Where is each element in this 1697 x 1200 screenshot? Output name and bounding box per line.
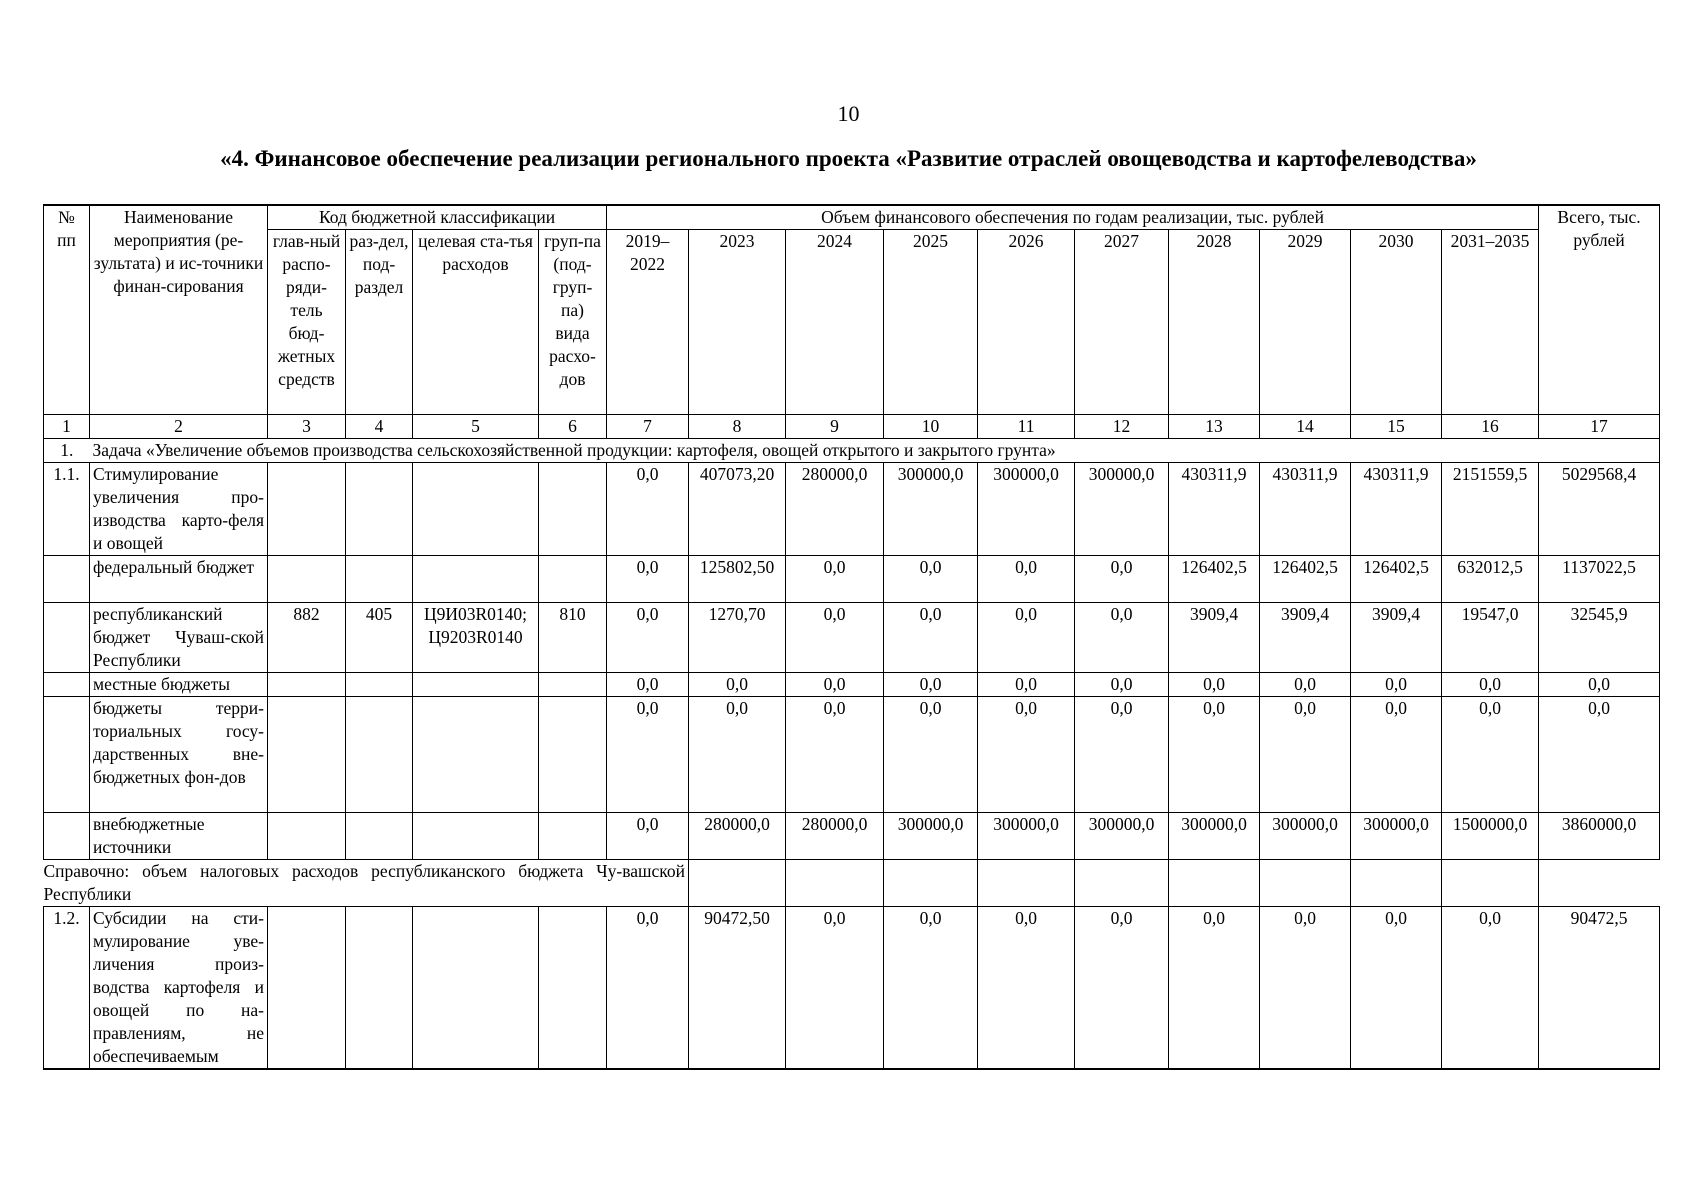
header-year: 2025 bbox=[884, 230, 978, 415]
header-year: 2023 bbox=[689, 230, 786, 415]
row-section bbox=[346, 556, 413, 603]
row-section bbox=[346, 697, 413, 813]
row-value: 0,0 bbox=[607, 813, 689, 860]
reference-empty-cell bbox=[1539, 860, 1660, 907]
row-value: 0,0 bbox=[1169, 907, 1260, 1070]
row-value: 0,0 bbox=[884, 673, 978, 697]
col-number: 17 bbox=[1539, 415, 1660, 439]
reference-empty-cell bbox=[1351, 860, 1442, 907]
row-value: 0,0 bbox=[884, 603, 978, 673]
row-value: 125802,50 bbox=[689, 556, 786, 603]
row-value: 0,0 bbox=[1260, 697, 1351, 813]
row-value: 90472,50 bbox=[689, 907, 786, 1070]
col-number: 3 bbox=[268, 415, 346, 439]
col-number: 16 bbox=[1442, 415, 1539, 439]
row-section bbox=[346, 813, 413, 860]
row-value: 407073,20 bbox=[689, 463, 786, 556]
col-number: 9 bbox=[786, 415, 884, 439]
row-num bbox=[44, 813, 90, 860]
row-value: 0,0 bbox=[1442, 907, 1539, 1070]
row-value: 0,0 bbox=[786, 556, 884, 603]
row-value: 300000,0 bbox=[1075, 463, 1169, 556]
row-grbs bbox=[268, 907, 346, 1070]
row-value: 0,0 bbox=[786, 907, 884, 1070]
header-grbs: глав-ный распо-ряди-тель бюд-жетных средств bbox=[268, 230, 346, 415]
row-value: 3909,4 bbox=[1169, 603, 1260, 673]
row-value: 430311,9 bbox=[1351, 463, 1442, 556]
row-name: внебюджетные источники bbox=[90, 813, 268, 860]
row-target: Ц9И03R0140; Ц9203R0140 bbox=[413, 603, 539, 673]
header-total: Всего, тыс. рублей bbox=[1539, 205, 1660, 415]
col-number: 13 bbox=[1169, 415, 1260, 439]
col-number: 2 bbox=[90, 415, 268, 439]
row-section: 405 bbox=[346, 603, 413, 673]
table-row bbox=[44, 813, 1660, 860]
col-number: 12 bbox=[1075, 415, 1169, 439]
row-value: 0,0 bbox=[1351, 673, 1442, 697]
row-group bbox=[539, 673, 607, 697]
header-target: целевая ста-тья расходов bbox=[413, 230, 539, 415]
column-numbers-row bbox=[44, 415, 1660, 439]
row-grbs bbox=[268, 673, 346, 697]
row-total: 5029568,4 bbox=[1539, 463, 1660, 556]
header-budget-code: Код бюджетной классификации bbox=[268, 205, 607, 230]
reference-empty-cell bbox=[786, 860, 884, 907]
row-num bbox=[44, 697, 90, 813]
row-value: 300000,0 bbox=[1351, 813, 1442, 860]
row-grbs bbox=[268, 556, 346, 603]
row-value: 300000,0 bbox=[884, 463, 978, 556]
row-value: 0,0 bbox=[1075, 556, 1169, 603]
row-name: федеральный бюджет bbox=[90, 556, 268, 603]
row-value: 0,0 bbox=[884, 907, 978, 1070]
table-row bbox=[44, 556, 1660, 603]
row-target bbox=[413, 907, 539, 1070]
row-group bbox=[539, 697, 607, 813]
row-value: 2151559,5 bbox=[1442, 463, 1539, 556]
row-total: 0,0 bbox=[1539, 673, 1660, 697]
row-value: 300000,0 bbox=[1260, 813, 1351, 860]
reference-empty-cell bbox=[978, 860, 1075, 907]
header-year: 2024 bbox=[786, 230, 884, 415]
row-group bbox=[539, 556, 607, 603]
row-grbs bbox=[268, 697, 346, 813]
row-value: 0,0 bbox=[786, 603, 884, 673]
row-value: 0,0 bbox=[1075, 603, 1169, 673]
row-value: 280000,0 bbox=[786, 463, 884, 556]
col-number: 6 bbox=[539, 415, 607, 439]
row-value: 0,0 bbox=[1075, 697, 1169, 813]
row-value: 0,0 bbox=[607, 697, 689, 813]
row-value: 1270,70 bbox=[689, 603, 786, 673]
row-grbs bbox=[268, 463, 346, 556]
row-name: Стимулирование увеличения про-изводства карто-феля и овощей bbox=[90, 463, 268, 556]
row-num bbox=[44, 673, 90, 697]
col-number: 11 bbox=[978, 415, 1075, 439]
row-value: 126402,5 bbox=[1169, 556, 1260, 603]
table-row bbox=[44, 463, 1660, 556]
row-value: 0,0 bbox=[1169, 673, 1260, 697]
col-number: 1 bbox=[44, 415, 90, 439]
header-year: 2030 bbox=[1351, 230, 1442, 415]
row-value: 0,0 bbox=[978, 697, 1075, 813]
row-group bbox=[539, 463, 607, 556]
row-target bbox=[413, 673, 539, 697]
reference-empty-cell bbox=[884, 860, 978, 907]
row-section bbox=[346, 673, 413, 697]
row-target bbox=[413, 556, 539, 603]
col-number: 10 bbox=[884, 415, 978, 439]
row-name: республиканский бюджет Чуваш-ской Республики bbox=[90, 603, 268, 673]
col-number: 4 bbox=[346, 415, 413, 439]
table-row bbox=[44, 907, 1660, 1070]
reference-empty-cell bbox=[1169, 860, 1260, 907]
row-value: 0,0 bbox=[1351, 697, 1442, 813]
row-value: 300000,0 bbox=[978, 813, 1075, 860]
row-value: 0,0 bbox=[978, 603, 1075, 673]
row-section bbox=[346, 907, 413, 1070]
col-number: 14 bbox=[1260, 415, 1351, 439]
header-volume: Объем финансового обеспечения по годам реализации, тыс. рублей bbox=[607, 205, 1539, 230]
row-value: 0,0 bbox=[884, 556, 978, 603]
row-target bbox=[413, 813, 539, 860]
row-value: 3909,4 bbox=[1260, 603, 1351, 673]
row-value: 0,0 bbox=[978, 673, 1075, 697]
row-value: 430311,9 bbox=[1260, 463, 1351, 556]
header-year: 2029 bbox=[1260, 230, 1351, 415]
col-number: 7 bbox=[607, 415, 689, 439]
row-value: 0,0 bbox=[607, 463, 689, 556]
row-value: 0,0 bbox=[884, 697, 978, 813]
row-value: 0,0 bbox=[607, 673, 689, 697]
row-value: 0,0 bbox=[1075, 907, 1169, 1070]
row-total: 1137022,5 bbox=[1539, 556, 1660, 603]
row-value: 0,0 bbox=[1075, 673, 1169, 697]
header-year: 2026 bbox=[978, 230, 1075, 415]
row-value: 3909,4 bbox=[1351, 603, 1442, 673]
row-target bbox=[413, 697, 539, 813]
row-value: 0,0 bbox=[607, 556, 689, 603]
header-year: 2031–2035 bbox=[1442, 230, 1539, 415]
row-grbs: 882 bbox=[268, 603, 346, 673]
row-section bbox=[346, 463, 413, 556]
page-number: 10 bbox=[837, 101, 860, 126]
row-value: 300000,0 bbox=[978, 463, 1075, 556]
row-name: Субсидии на сти-мулирование уве-личения произ-водства картофеля и овощей по на-правлениям, не обеспечиваемым bbox=[90, 907, 268, 1070]
header-num: № пп bbox=[44, 205, 90, 415]
row-value: 0,0 bbox=[1442, 673, 1539, 697]
header-year: 2027 bbox=[1075, 230, 1169, 415]
row-num: 1.2. bbox=[44, 907, 90, 1070]
col-number: 15 bbox=[1351, 415, 1442, 439]
row-value: 0,0 bbox=[1260, 907, 1351, 1070]
reference-empty-cell bbox=[1075, 860, 1169, 907]
header-section: раз-дел, под-раздел bbox=[346, 230, 413, 415]
row-value: 300000,0 bbox=[1169, 813, 1260, 860]
row-value: 1500000,0 bbox=[1442, 813, 1539, 860]
row-total: 90472,5 bbox=[1539, 907, 1660, 1070]
row-value: 280000,0 bbox=[786, 813, 884, 860]
col-number: 8 bbox=[689, 415, 786, 439]
row-group bbox=[539, 813, 607, 860]
row-value: 280000,0 bbox=[689, 813, 786, 860]
row-value: 632012,5 bbox=[1442, 556, 1539, 603]
table-row bbox=[44, 603, 1660, 673]
row-value: 0,0 bbox=[978, 907, 1075, 1070]
row-value: 0,0 bbox=[607, 603, 689, 673]
header-name: Наименование мероприятия (ре-зультата) и ис-точники финан-сирования bbox=[90, 205, 268, 415]
table-row bbox=[44, 697, 1660, 813]
reference-empty-cell bbox=[1260, 860, 1351, 907]
row-num bbox=[44, 556, 90, 603]
reference-empty-cell bbox=[689, 860, 786, 907]
row-value: 126402,5 bbox=[1351, 556, 1442, 603]
row-value: 300000,0 bbox=[1075, 813, 1169, 860]
row-value: 0,0 bbox=[786, 673, 884, 697]
reference-row bbox=[44, 860, 1660, 907]
row-value: 0,0 bbox=[1351, 907, 1442, 1070]
row-num bbox=[44, 603, 90, 673]
row-grbs bbox=[268, 813, 346, 860]
header-row-1 bbox=[44, 205, 1660, 230]
header-row-2 bbox=[44, 230, 1660, 415]
task-num: 1. bbox=[44, 439, 90, 463]
row-value: 0,0 bbox=[1169, 697, 1260, 813]
row-value: 300000,0 bbox=[884, 813, 978, 860]
row-group: 810 bbox=[539, 603, 607, 673]
task-row bbox=[44, 439, 1660, 463]
row-name: местные бюджеты bbox=[90, 673, 268, 697]
header-group: груп-па (под-груп-па) вида расхо-дов bbox=[539, 230, 607, 415]
reference-empty-cell bbox=[1442, 860, 1539, 907]
row-value: 19547,0 bbox=[1442, 603, 1539, 673]
reference-text: Справочно: объем налоговых расходов республиканского бюджета Чу-вашской Республики bbox=[44, 860, 689, 907]
row-value: 0,0 bbox=[978, 556, 1075, 603]
row-value: 0,0 bbox=[607, 907, 689, 1070]
row-num: 1.1. bbox=[44, 463, 90, 556]
row-value: 430311,9 bbox=[1169, 463, 1260, 556]
header-year: 2019–2022 bbox=[607, 230, 689, 415]
header-year: 2028 bbox=[1169, 230, 1260, 415]
row-value: 0,0 bbox=[786, 697, 884, 813]
table-row bbox=[44, 673, 1660, 697]
row-value: 0,0 bbox=[1260, 673, 1351, 697]
col-number: 5 bbox=[413, 415, 539, 439]
row-total: 3860000,0 bbox=[1539, 813, 1660, 860]
task-text: Задача «Увеличение объемов производства сельскохозяйственной продукции: картофеля, овощей открытого и закрытого грунта» bbox=[90, 439, 1660, 463]
row-group bbox=[539, 907, 607, 1070]
page-title: «4. Финансовое обеспечение реализации регионального проекта «Развитие отраслей овощеводства и картофелеводства» bbox=[220, 146, 1477, 171]
row-value: 0,0 bbox=[689, 697, 786, 813]
row-value: 0,0 bbox=[689, 673, 786, 697]
row-name: бюджеты терри-ториальных госу-дарственных вне-бюджетных фон-дов bbox=[90, 697, 268, 813]
row-target bbox=[413, 463, 539, 556]
row-total: 0,0 bbox=[1539, 697, 1660, 813]
row-value: 0,0 bbox=[1442, 697, 1539, 813]
row-total: 32545,9 bbox=[1539, 603, 1660, 673]
financing-table bbox=[43, 204, 1660, 1070]
row-value: 126402,5 bbox=[1260, 556, 1351, 603]
